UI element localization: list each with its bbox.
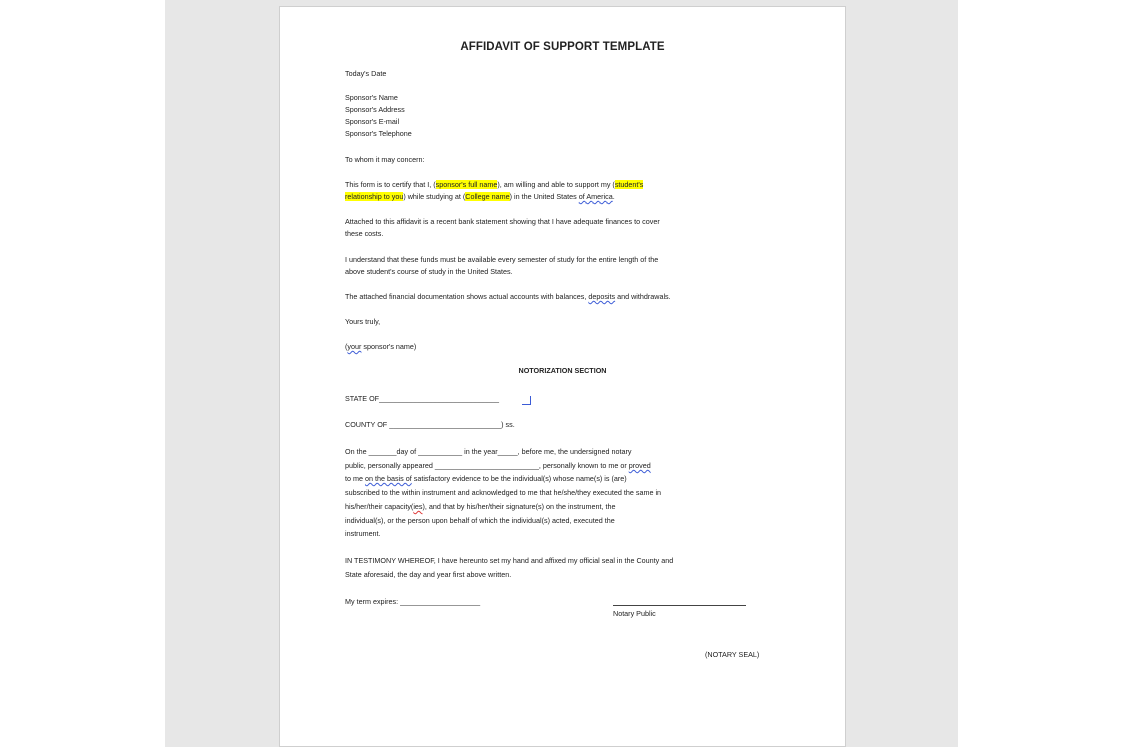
county-of-line: COUNTY OF ____________________________) ss. <box>345 420 515 429</box>
testimony-line-1: IN TESTIMONY WHEREOF, I have hereunto set my hand and affixed my official seal in the County and <box>345 556 674 565</box>
paragraph-4 <box>345 291 671 304</box>
notary-l5-text-c: ), and that by his/her/their signature(s) on the instrument, the <box>422 502 616 511</box>
notary-body-line-1: On the _______day of ___________ in the year_____, before me, the undersigned notary <box>345 447 632 456</box>
notary-l2-text-b: proved <box>628 461 651 470</box>
document-page[interactable] <box>279 6 846 747</box>
notary-l3-text-b: on the basis of <box>364 474 412 483</box>
signature-text-a: ( <box>345 342 348 351</box>
sponsor-name: Sponsor's Name <box>345 93 398 102</box>
notary-public-label: Notary Public <box>613 609 656 618</box>
para1-text-f: . <box>612 192 615 201</box>
notary-body-line-6: individual(s), or the person upon behalf of which the individual(s) acted, executed the <box>345 516 615 525</box>
notary-heading: NOTORIZATION SECTION <box>518 366 607 375</box>
document-title: AFFIDAVIT OF SUPPORT TEMPLATE <box>460 41 665 53</box>
placeholder-sponsor-full-name: sponsor's full name <box>435 180 498 189</box>
salutation: To whom it may concern: <box>345 155 425 164</box>
paragraph-2-line-1: Attached to this affidavit is a recent bank statement showing that I have adequate finances to cover <box>345 217 660 226</box>
para4-text-b: deposits <box>588 292 616 301</box>
notary-body-line-4: subscribed to the within instrument and acknowledged to me that he/she/they executed the same in <box>345 488 662 497</box>
notary-l5-text-a: his/her/their capacity( <box>345 502 414 511</box>
para4-text-c: and withdrawals. <box>615 292 671 301</box>
signature-text-c: sponsor's name) <box>361 342 417 351</box>
notary-seal-label: (NOTARY SEAL) <box>705 650 760 659</box>
paragraph-2-line-2: these costs. <box>345 229 384 238</box>
signature-text-b: your <box>347 342 362 351</box>
testimony-line-2: State aforesaid, the day and year first above written. <box>345 570 512 579</box>
sponsor-email: Sponsor's E-mail <box>345 117 400 126</box>
para1-text-c: ) while studying at ( <box>403 192 466 201</box>
notary-l3-text-c: satisfactory evidence to be the individual(s) whose name(s) is (are) <box>411 474 627 483</box>
paragraph-3-line-1: I understand that these funds must be available every semester of study for the entire length of the <box>345 255 659 264</box>
sponsor-address: Sponsor's Address <box>345 105 405 114</box>
para1-text-a: This form is to certify that I, ( <box>345 180 436 189</box>
notary-l2-text-a: public, personally appeared __________________________, personally known to me or <box>345 461 629 470</box>
notary-signature-line <box>613 605 746 606</box>
placeholder-students: student's <box>614 180 644 189</box>
state-of-line: STATE OF______________________________ <box>345 394 499 403</box>
text-cursor-base <box>522 404 531 405</box>
placeholder-college-name: College name <box>465 192 510 201</box>
notary-l3-text-a: to me <box>345 474 365 483</box>
notary-body-line-5 <box>345 501 615 514</box>
term-expires: My term expires: ____________________ <box>345 597 481 606</box>
closing: Yours truly, <box>345 317 381 326</box>
sponsor-telephone: Sponsor's Telephone <box>345 129 412 138</box>
notary-body-line-2 <box>345 460 651 473</box>
date-line: Today's Date <box>345 69 387 78</box>
paragraph-1-line-1 <box>345 179 643 192</box>
paragraph-1-line-2 <box>345 191 615 204</box>
para1-text-e: of America <box>578 192 613 201</box>
paragraph-3-line-2: above student's course of study in the United States. <box>345 267 513 276</box>
signature-line <box>345 341 416 354</box>
para1-text-d: ) in the United States <box>509 192 579 201</box>
para1-text-b: ), am willing and able to support my ( <box>497 180 615 189</box>
para4-text-a: The attached financial documentation shows actual accounts with balances, <box>345 292 589 301</box>
notary-l5-text-b: ies <box>413 502 423 511</box>
notary-body-line-3 <box>345 473 627 486</box>
placeholder-relationship: relationship to you <box>345 192 404 201</box>
notary-body-line-7: instrument. <box>345 529 381 538</box>
